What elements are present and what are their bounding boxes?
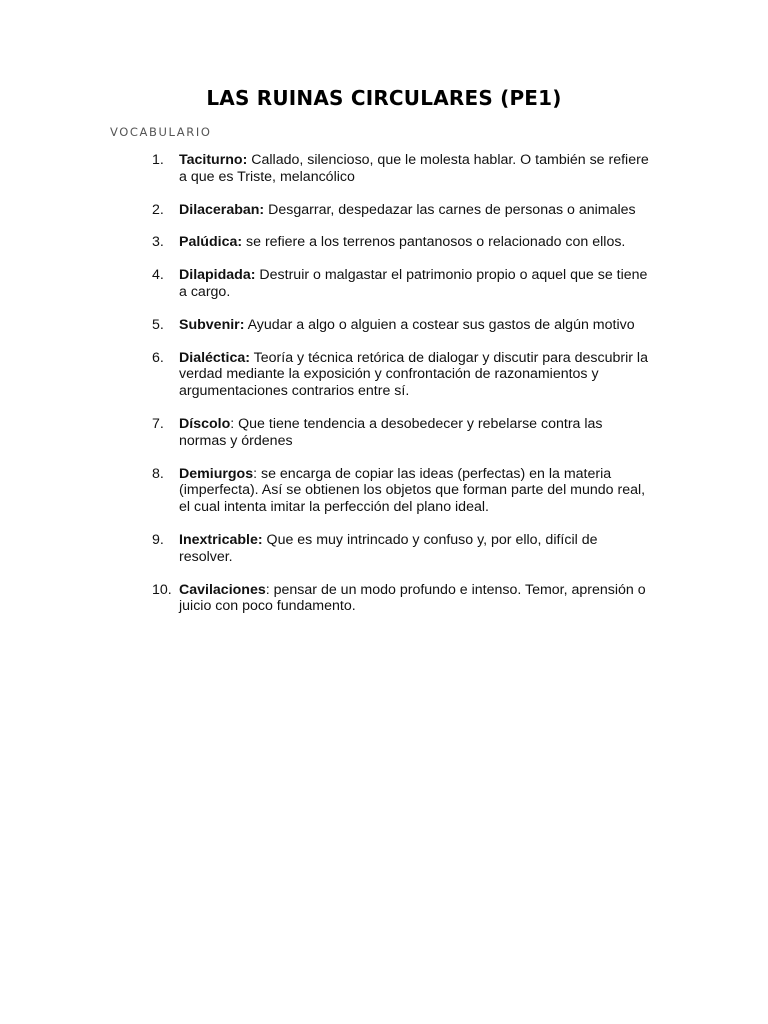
item-definition: : Que tiene tendencia a desobedecer y rebelarse contra las normas y órdenes xyxy=(179,415,603,449)
vocabulary-item xyxy=(152,350,652,400)
item-term: Díscolo xyxy=(179,415,231,432)
item-definition: : se encarga de copiar las ideas (perfectas) en la materia (imperfecta). Así se obtienen los objetos que forman parte del mundo real, el cual intenta imitar la perfección del plano ideal. xyxy=(179,465,646,516)
item-term: Dialéctica: xyxy=(179,349,250,366)
item-number: 8. xyxy=(152,465,164,482)
item-definition: Destruir o malgastar el patrimonio propio o aquel que se tiene a cargo. xyxy=(179,267,648,300)
vocabulary-item xyxy=(152,532,652,566)
item-number: 10. xyxy=(152,581,172,598)
item-definition: Callado, silencioso, que le molesta hablar. O también se refiere a que es Triste, melancólico xyxy=(179,152,649,185)
item-definition: se refiere a los terrenos pantanosos o relacionado con ellos. xyxy=(242,234,626,251)
item-term: Palúdica: xyxy=(179,234,243,251)
item-definition: Ayudar a algo o alguien a costear sus gastos de algún motivo xyxy=(244,316,635,333)
vocabulary-item xyxy=(152,317,652,334)
item-definition: : pensar de un modo profundo e intenso. Temor, aprensión o juicio con poco fundamento. xyxy=(179,581,646,615)
item-number: 4. xyxy=(152,267,164,284)
vocabulary-item xyxy=(152,416,652,450)
item-definition: Que es muy intrincado y confuso y, por ello, difícil de resolver. xyxy=(179,531,598,565)
item-number: 6. xyxy=(152,349,164,366)
item-term: Dilaceraban: xyxy=(179,201,265,218)
item-term: Demiurgos xyxy=(179,465,254,482)
item-definition: Teoría y técnica retórica de dialogar y discutir para descubrir la verdad mediante la exposición y confrontación de razonamientos y argumentaciones contrarios entre sí. xyxy=(179,349,648,400)
item-term: Subvenir: xyxy=(179,316,245,333)
vocabulary-item xyxy=(152,234,652,251)
vocabulary-item xyxy=(152,202,652,219)
item-number: 2. xyxy=(152,201,164,218)
item-definition: Desgarrar, despedazar las carnes de personas o animales xyxy=(264,201,636,218)
item-number: 1. xyxy=(152,152,164,168)
vocabulary-item xyxy=(152,152,652,186)
vocabulary-item xyxy=(152,582,652,616)
section-heading-vocabulario: VOCABULARIO xyxy=(110,125,212,139)
item-number: 7. xyxy=(152,415,164,432)
item-term: Cavilaciones xyxy=(179,581,266,598)
item-term: Inextricable: xyxy=(179,531,263,548)
vocabulary-item xyxy=(152,466,652,516)
item-term: Dilapidada: xyxy=(179,267,256,284)
item-term: Taciturno: xyxy=(179,152,248,168)
vocabulary-item xyxy=(152,267,652,301)
item-number: 5. xyxy=(152,316,164,333)
item-number: 3. xyxy=(152,234,164,251)
document-title: LAS RUINAS CIRCULARES (PE1) xyxy=(206,86,562,110)
vocabulary-list xyxy=(152,152,652,631)
item-number: 9. xyxy=(152,531,164,548)
